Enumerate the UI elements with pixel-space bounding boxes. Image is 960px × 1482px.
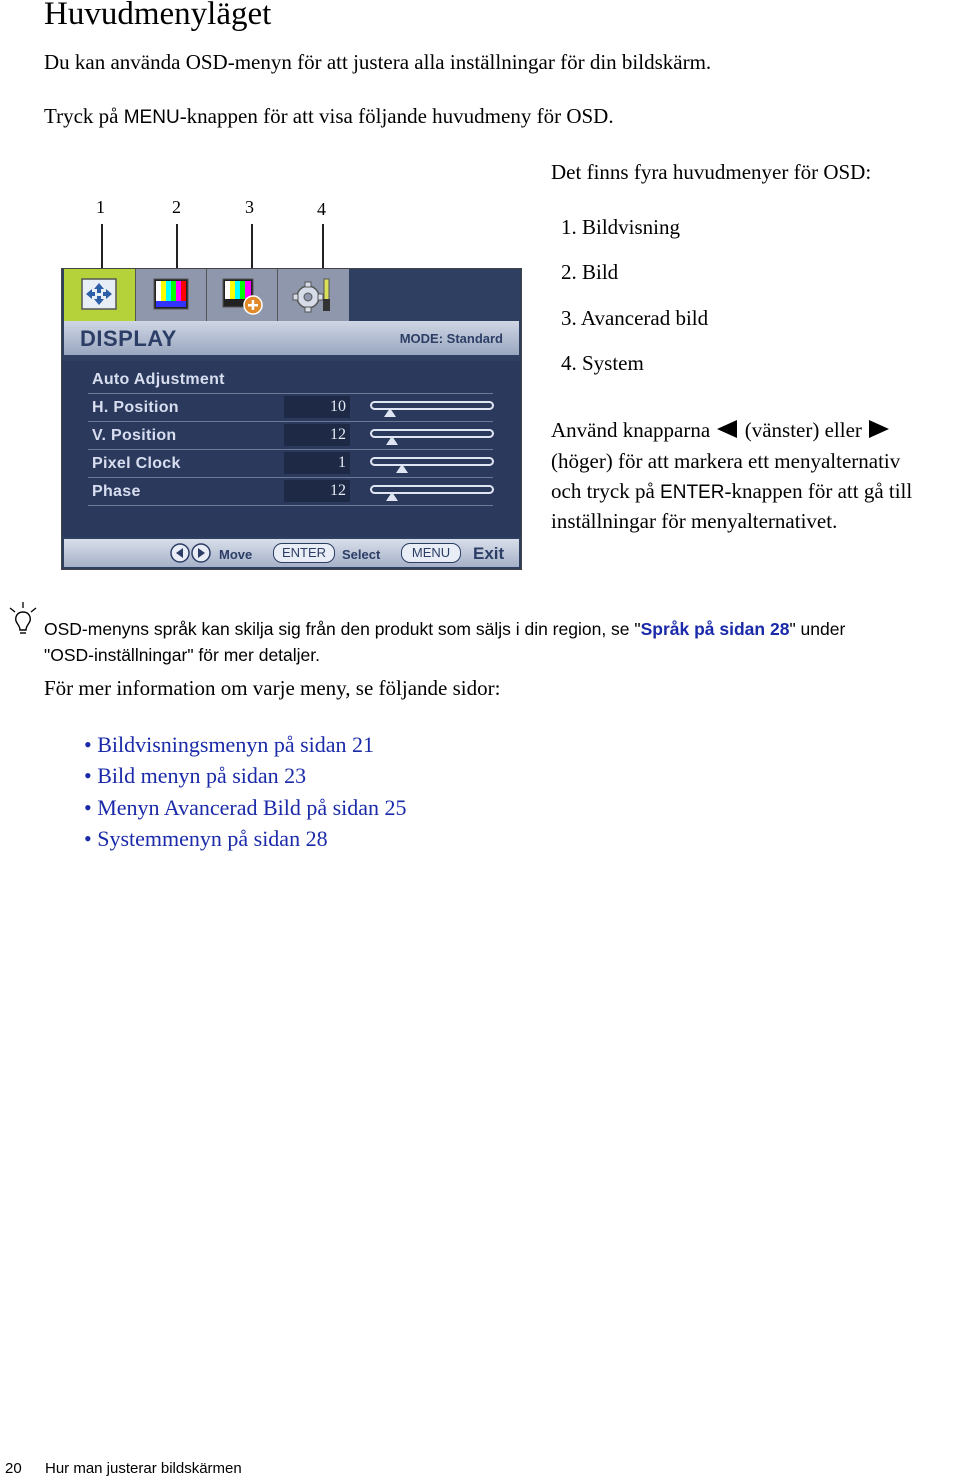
tab-picture-advanced[interactable] bbox=[206, 269, 278, 321]
slider-thumb[interactable] bbox=[396, 464, 408, 473]
page-number: 20 bbox=[5, 1460, 22, 1477]
menu-list-item: 2. Bild bbox=[561, 260, 619, 284]
enter-button[interactable]: ENTER bbox=[273, 543, 335, 563]
callout-line-1 bbox=[101, 224, 103, 270]
slider-thumb[interactable] bbox=[386, 436, 398, 445]
osd-row-value: 12 bbox=[284, 480, 350, 502]
osd-title: DISPLAY bbox=[80, 326, 177, 351]
link-list-item[interactable]: • Bild menyn på sidan 23 bbox=[84, 763, 307, 788]
link-list-item[interactable]: • Systemmenyn på sidan 28 bbox=[84, 826, 328, 851]
link-avancerad-bild[interactable]: Menyn Avancerad Bild på sidan 25 bbox=[97, 795, 407, 820]
picture-advanced-icon bbox=[207, 269, 278, 321]
osd-row-auto-adjustment[interactable] bbox=[88, 365, 493, 394]
note-box: OSD-menyns språk kan skilja sig från den produkt som säljs i din region, se "Språk på sidan 28" under "OSD-inställningar" för mer detaljer. bbox=[44, 619, 846, 665]
instruction-line-2: (höger) för att markera ett menyalternativ bbox=[551, 449, 901, 473]
menu-keyword: MENU bbox=[123, 107, 180, 128]
instruction-line-3: och tryck på ENTER-knappen för att gå till bbox=[551, 479, 913, 503]
osd-mode-label: MODE: Standard bbox=[399, 331, 503, 346]
callout-line-3 bbox=[251, 224, 253, 270]
instruction-line-4: inställningar för menyalternativet. bbox=[551, 509, 838, 533]
osd-row-label: Pixel Clock bbox=[92, 455, 181, 472]
link-list-item[interactable]: • Bildvisningsmenyn på sidan 21 bbox=[84, 732, 375, 757]
link-bildvisning[interactable]: Bildvisningsmenyn på sidan 21 bbox=[97, 732, 375, 757]
slider-thumb[interactable] bbox=[386, 492, 398, 501]
osd-slider[interactable] bbox=[370, 457, 494, 466]
page-title: Huvudmenyläget bbox=[44, 0, 272, 32]
more-info-text: För mer information om varje meny, se följande sidor: bbox=[44, 676, 501, 700]
tab-picture[interactable] bbox=[135, 269, 207, 321]
menu-list-item: 4. System bbox=[561, 351, 644, 375]
footer-exit-label: Exit bbox=[473, 544, 505, 563]
callout-line-2 bbox=[176, 224, 178, 270]
osd-footer bbox=[64, 539, 519, 567]
osd-slider[interactable] bbox=[370, 401, 494, 410]
right-arrow-icon bbox=[867, 419, 891, 439]
osd-row-label: V. Position bbox=[92, 427, 177, 444]
osd-slider[interactable] bbox=[370, 485, 494, 494]
osd-row-value: 1 bbox=[284, 452, 350, 474]
lightbulb-icon bbox=[8, 602, 38, 638]
language-link[interactable]: Språk på sidan 28 bbox=[640, 619, 790, 639]
footer-chapter: Hur man justerar bildskärmen bbox=[45, 1460, 242, 1477]
osd-row-value: 12 bbox=[284, 424, 350, 446]
osd-row-label: H. Position bbox=[92, 399, 179, 416]
osd-row-phase[interactable] bbox=[88, 477, 493, 506]
callout-2: 2 bbox=[172, 197, 181, 217]
osd-row-pixel-clock[interactable] bbox=[88, 449, 493, 478]
osd-row-label: Phase bbox=[92, 483, 141, 500]
link-bild[interactable]: Bild menyn på sidan 23 bbox=[97, 763, 307, 788]
intro-paragraph: Du kan använda OSD-menyn för att justera alla inställningar för din bildskärm. bbox=[44, 50, 712, 74]
menu-button[interactable]: MENU bbox=[401, 543, 461, 563]
instruction-line-1: Använd knapparna (vänster) eller bbox=[551, 418, 891, 443]
osd-header bbox=[64, 321, 519, 355]
menu-list-item: 1. Bildvisning bbox=[561, 215, 681, 239]
callout-3: 3 bbox=[245, 197, 254, 217]
display-adjust-icon bbox=[64, 269, 135, 321]
left-right-arrows-icon[interactable] bbox=[170, 543, 214, 563]
osd-row-v-position[interactable] bbox=[88, 421, 493, 450]
osd-menus-heading: Det finns fyra huvudmenyer för OSD: bbox=[551, 160, 872, 184]
callout-line-4 bbox=[322, 224, 324, 270]
osd-slider[interactable] bbox=[370, 429, 494, 438]
callout-1: 1 bbox=[96, 197, 105, 217]
osd-body bbox=[62, 361, 521, 537]
system-gear-icon bbox=[278, 269, 349, 321]
menu-list-item: 3. Avancerad bild bbox=[561, 306, 709, 330]
left-arrow-icon bbox=[715, 419, 739, 439]
tab-system[interactable] bbox=[277, 269, 349, 321]
picture-bars-icon bbox=[136, 269, 207, 321]
link-list-item[interactable]: • Menyn Avancerad Bild på sidan 25 bbox=[84, 795, 407, 820]
footer-move-label: Move bbox=[219, 547, 253, 562]
osd-row-label: Auto Adjustment bbox=[92, 371, 225, 388]
footer-select-label: Select bbox=[342, 547, 381, 562]
osd-row-value: 10 bbox=[284, 396, 350, 418]
tab-display[interactable] bbox=[64, 269, 135, 321]
link-system[interactable]: Systemmenyn på sidan 28 bbox=[97, 826, 328, 851]
enter-keyword: ENTER bbox=[660, 482, 725, 503]
callout-4: 4 bbox=[317, 199, 326, 219]
osd-row-h-position[interactable] bbox=[88, 393, 493, 422]
slider-thumb[interactable] bbox=[384, 408, 396, 417]
osd-menu bbox=[61, 268, 522, 570]
intro-menu-instruction: Tryck på MENU-knappen för att visa följande huvudmeny för OSD. bbox=[44, 104, 614, 128]
